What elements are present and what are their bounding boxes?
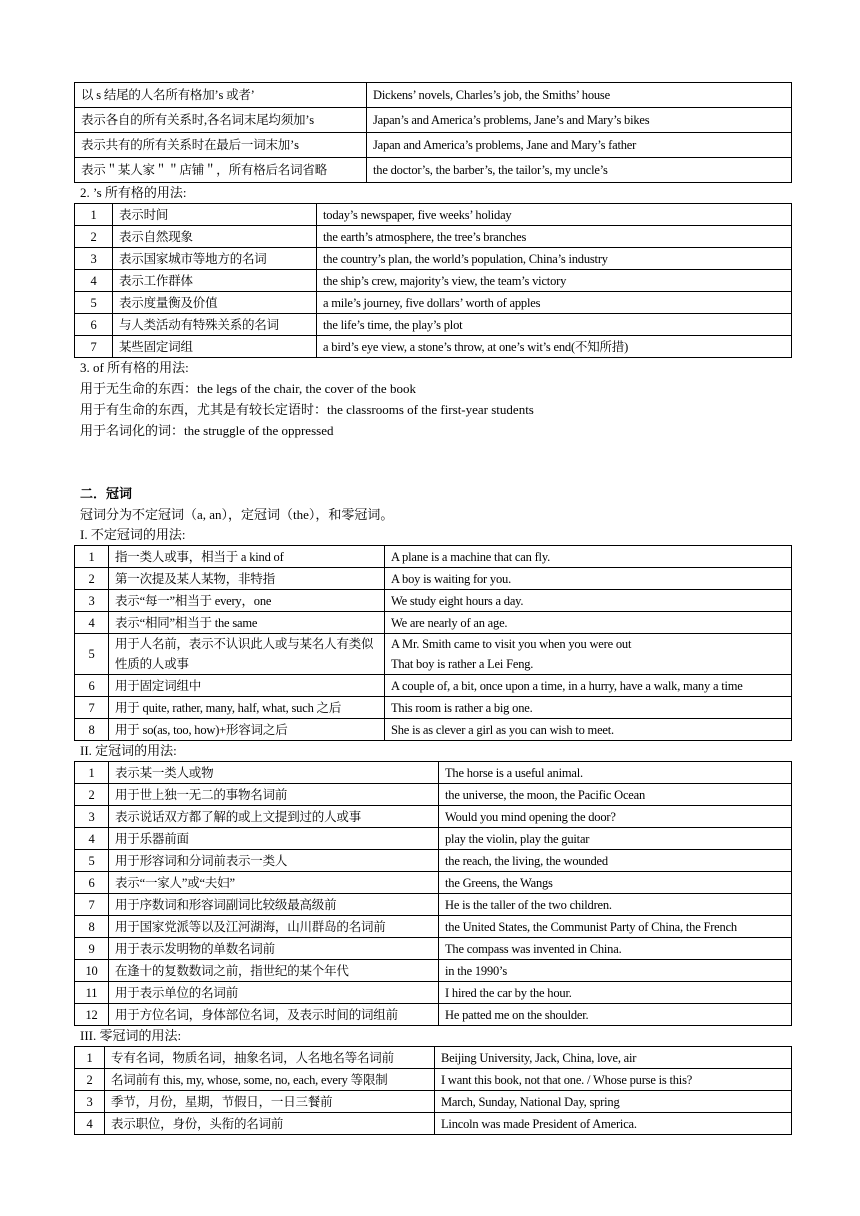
example-cell: A couple of, a bit, once upon a time, in a hurry, have a walk, many a time <box>385 675 792 697</box>
definite-label: II. 定冠词的用法: <box>80 743 177 758</box>
definite-table <box>74 761 792 1026</box>
row-number: 6 <box>75 872 109 894</box>
example-cell: We are nearly of an age. <box>385 612 792 634</box>
table-row <box>75 784 792 806</box>
table-row <box>75 806 792 828</box>
table-row <box>75 916 792 938</box>
rule-cell: 表示各自的所有关系时,各名词末尾均须加’s <box>75 108 367 133</box>
table-row <box>75 719 792 741</box>
example-cell: The horse is a useful animal. <box>439 762 792 784</box>
row-number: 1 <box>75 762 109 784</box>
table-row <box>75 1004 792 1026</box>
usage-cell: 用于 so(as, too, how)+形容词之后 <box>109 719 385 741</box>
usage-cell: 第一次提及某人某物，非特指 <box>109 568 385 590</box>
usage-cell: 用于固定词组中 <box>109 675 385 697</box>
usage-cell: 用于方位名词，身体部位名词，及表示时间的词组前 <box>109 1004 439 1026</box>
row-number: 11 <box>75 982 109 1004</box>
usage-cell: 名词前有 this, my, whose, some, no, each, every 等限制 <box>105 1069 435 1091</box>
table-row <box>75 1069 792 1091</box>
usage-cell: 表示“一家人”或“夫妇” <box>109 872 439 894</box>
example-cell: Lincoln was made President of America. <box>435 1113 792 1135</box>
example-cell: Japan’s and America’s problems, Jane’s and Mary’s bikes <box>367 108 792 133</box>
example-cell: We study eight hours a day. <box>385 590 792 612</box>
example-cell: This room is rather a big one. <box>385 697 792 719</box>
example-line: A Mr. Smith came to visit you when you were out <box>391 637 632 651</box>
row-number: 5 <box>75 292 113 314</box>
example-cell: the doctor’s, the barber’s, the tailor’s, my uncle’s <box>367 158 792 183</box>
s-possessive-label: 2. ’s 所有格的用法: <box>80 185 187 200</box>
example-cell: Japan and America’s problems, Jane and Mary’s father <box>367 133 792 158</box>
document-page <box>74 82 792 1135</box>
table-row <box>75 1091 792 1113</box>
row-number: 3 <box>75 1091 105 1113</box>
indefinite-table <box>74 545 792 741</box>
zero-table <box>74 1046 792 1135</box>
row-number: 4 <box>75 1113 105 1135</box>
table-row <box>75 292 792 314</box>
example-cell: a bird’s eye view, a stone’s throw, at one’s wit’s end(不知所措) <box>317 336 792 358</box>
usage-cell: 表示度量衡及价值 <box>113 292 317 314</box>
row-number: 4 <box>75 270 113 292</box>
table-row <box>75 850 792 872</box>
example-cell: today’s newspaper, five weeks’ holiday <box>317 204 792 226</box>
rule-cell: 以 s 结尾的人名所有格加’s 或者’ <box>75 83 367 108</box>
usage-cell: 用于国家党派等以及江河湖海，山川群岛的名词前 <box>109 916 439 938</box>
example-cell: I hired the car by the hour. <box>439 982 792 1004</box>
example-cell <box>385 634 792 675</box>
table-row <box>75 982 792 1004</box>
row-number: 2 <box>75 226 113 248</box>
table-row <box>75 675 792 697</box>
usage-cell: 表示“每一”相当于 every，one <box>109 590 385 612</box>
row-number: 8 <box>75 916 109 938</box>
row-number: 4 <box>75 612 109 634</box>
zero-label: III. 零冠词的用法: <box>80 1028 182 1043</box>
row-number: 3 <box>75 590 109 612</box>
row-number: 4 <box>75 828 109 850</box>
usage-cell: 季节，月份，星期，节假日，一日三餐前 <box>105 1091 435 1113</box>
usage-cell: 用于世上独一无二的事物名词前 <box>109 784 439 806</box>
example-cell: play the violin, play the guitar <box>439 828 792 850</box>
of-possessive-label: 3. of 所有格的用法: <box>80 360 189 375</box>
usage-cell: 在逢十的复数数词之前，指世纪的某个年代 <box>109 960 439 982</box>
row-number: 1 <box>75 1047 105 1069</box>
table-row <box>75 568 792 590</box>
row-number: 8 <box>75 719 109 741</box>
usage-cell: 用于人名前，表示不认识此人或与某名人有类似性质的人或事 <box>109 634 385 675</box>
table-row <box>75 336 792 358</box>
of-line: 用于无生命的东西：the legs of the chair, the cover of the book <box>80 381 416 396</box>
table-row <box>75 1113 792 1135</box>
row-number: 7 <box>75 336 113 358</box>
row-number: 10 <box>75 960 109 982</box>
of-possessive-lines <box>74 378 792 441</box>
example-cell: The compass was invented in China. <box>439 938 792 960</box>
example-cell: the country’s plan, the world’s population, China’s industry <box>317 248 792 270</box>
table-row <box>75 960 792 982</box>
table-row <box>75 546 792 568</box>
table-row <box>75 83 792 108</box>
row-number: 3 <box>75 806 109 828</box>
row-number: 6 <box>75 675 109 697</box>
usage-cell: 表示国家城市等地方的名词 <box>113 248 317 270</box>
table-row <box>75 108 792 133</box>
usage-cell: 指一类人或事，相当于 a kind of <box>109 546 385 568</box>
rule-cell: 表示共有的所有关系时在最后一词末加’s <box>75 133 367 158</box>
row-number: 2 <box>75 568 109 590</box>
row-number: 1 <box>75 204 113 226</box>
table-row <box>75 762 792 784</box>
row-number: 3 <box>75 248 113 270</box>
row-number: 5 <box>75 850 109 872</box>
example-cell: the ship’s crew, majority’s view, the team’s victory <box>317 270 792 292</box>
usage-cell: 某些固定词组 <box>113 336 317 358</box>
table-row <box>75 697 792 719</box>
row-number: 6 <box>75 314 113 336</box>
table-row <box>75 226 792 248</box>
possessive-rules-table <box>74 82 792 183</box>
usage-cell: 表示说话双方都了解的或上文提到过的人或事 <box>109 806 439 828</box>
example-cell: the universe, the moon, the Pacific Ocean <box>439 784 792 806</box>
usage-cell: 表示时间 <box>113 204 317 226</box>
row-number: 7 <box>75 894 109 916</box>
example-cell: I want this book, not that one. / Whose purse is this? <box>435 1069 792 1091</box>
example-cell: She is as clever a girl as you can wish to meet. <box>385 719 792 741</box>
usage-cell: 表示工作群体 <box>113 270 317 292</box>
table-row <box>75 314 792 336</box>
example-cell: the reach, the living, the wounded <box>439 850 792 872</box>
usage-cell: 用于乐器前面 <box>109 828 439 850</box>
example-cell: the life’s time, the play’s plot <box>317 314 792 336</box>
table-row <box>75 612 792 634</box>
table-row <box>75 634 792 675</box>
row-number: 7 <box>75 697 109 719</box>
usage-cell: 表示职位，身份，头衔的名词前 <box>105 1113 435 1135</box>
row-number: 12 <box>75 1004 109 1026</box>
rule-cell: 表示＂某人家＂＂店铺＂，所有格后名词省略 <box>75 158 367 183</box>
row-number: 2 <box>75 784 109 806</box>
table-row <box>75 158 792 183</box>
articles-heading: 二．冠词 <box>80 486 133 501</box>
table-row <box>75 270 792 292</box>
s-possessive-table <box>74 203 792 358</box>
usage-cell: 用于形容词和分词前表示一类人 <box>109 850 439 872</box>
example-cell: A plane is a machine that can fly. <box>385 546 792 568</box>
example-cell: the Greens, the Wangs <box>439 872 792 894</box>
of-line: 用于名词化的词：the struggle of the oppressed <box>80 423 334 438</box>
example-cell: Dickens’ novels, Charles’s job, the Smiths’ house <box>367 83 792 108</box>
example-cell: the United States, the Communist Party of China, the French <box>439 916 792 938</box>
row-number: 9 <box>75 938 109 960</box>
row-number: 2 <box>75 1069 105 1091</box>
example-cell: Beijing University, Jack, China, love, air <box>435 1047 792 1069</box>
table-row <box>75 248 792 270</box>
table-row <box>75 894 792 916</box>
row-number: 1 <box>75 546 109 568</box>
usage-cell: 用于序数词和形容词副词比较级最高级前 <box>109 894 439 916</box>
usage-cell: 表示某一类人或物 <box>109 762 439 784</box>
table-row <box>75 590 792 612</box>
usage-cell: 与人类活动有特殊关系的名词 <box>113 314 317 336</box>
example-cell: a mile’s journey, five dollars’ worth of apples <box>317 292 792 314</box>
example-cell: He is the taller of the two children. <box>439 894 792 916</box>
of-line: 用于有生命的东西，尤其是有较长定语时：the classrooms of the first-year students <box>80 402 534 417</box>
table-row <box>75 828 792 850</box>
example-cell: March, Sunday, National Day, spring <box>435 1091 792 1113</box>
example-cell: the earth’s atmosphere, the tree’s branches <box>317 226 792 248</box>
usage-cell: 用于表示单位的名词前 <box>109 982 439 1004</box>
usage-cell: 表示自然现象 <box>113 226 317 248</box>
table-row <box>75 872 792 894</box>
usage-cell: 专有名词，物质名词，抽象名词，人名地名等名词前 <box>105 1047 435 1069</box>
table-row <box>75 204 792 226</box>
row-number: 5 <box>75 634 109 675</box>
table-row <box>75 133 792 158</box>
example-line: That boy is rather a Lei Feng. <box>391 657 534 671</box>
example-cell: Would you mind opening the door? <box>439 806 792 828</box>
table-row <box>75 938 792 960</box>
usage-cell: 用于 quite, rather, many, half, what, such 之后 <box>109 697 385 719</box>
articles-intro: 冠词分为不定冠词（a, an），定冠词（the），和零冠词。 <box>80 507 394 522</box>
example-cell: He patted me on the shoulder. <box>439 1004 792 1026</box>
usage-cell: 用于表示发明物的单数名词前 <box>109 938 439 960</box>
indefinite-label: I. 不定冠词的用法: <box>80 527 186 542</box>
example-cell: in the 1990’s <box>439 960 792 982</box>
example-cell: A boy is waiting for you. <box>385 568 792 590</box>
table-row <box>75 1047 792 1069</box>
usage-cell: 表示“相同”相当于 the same <box>109 612 385 634</box>
